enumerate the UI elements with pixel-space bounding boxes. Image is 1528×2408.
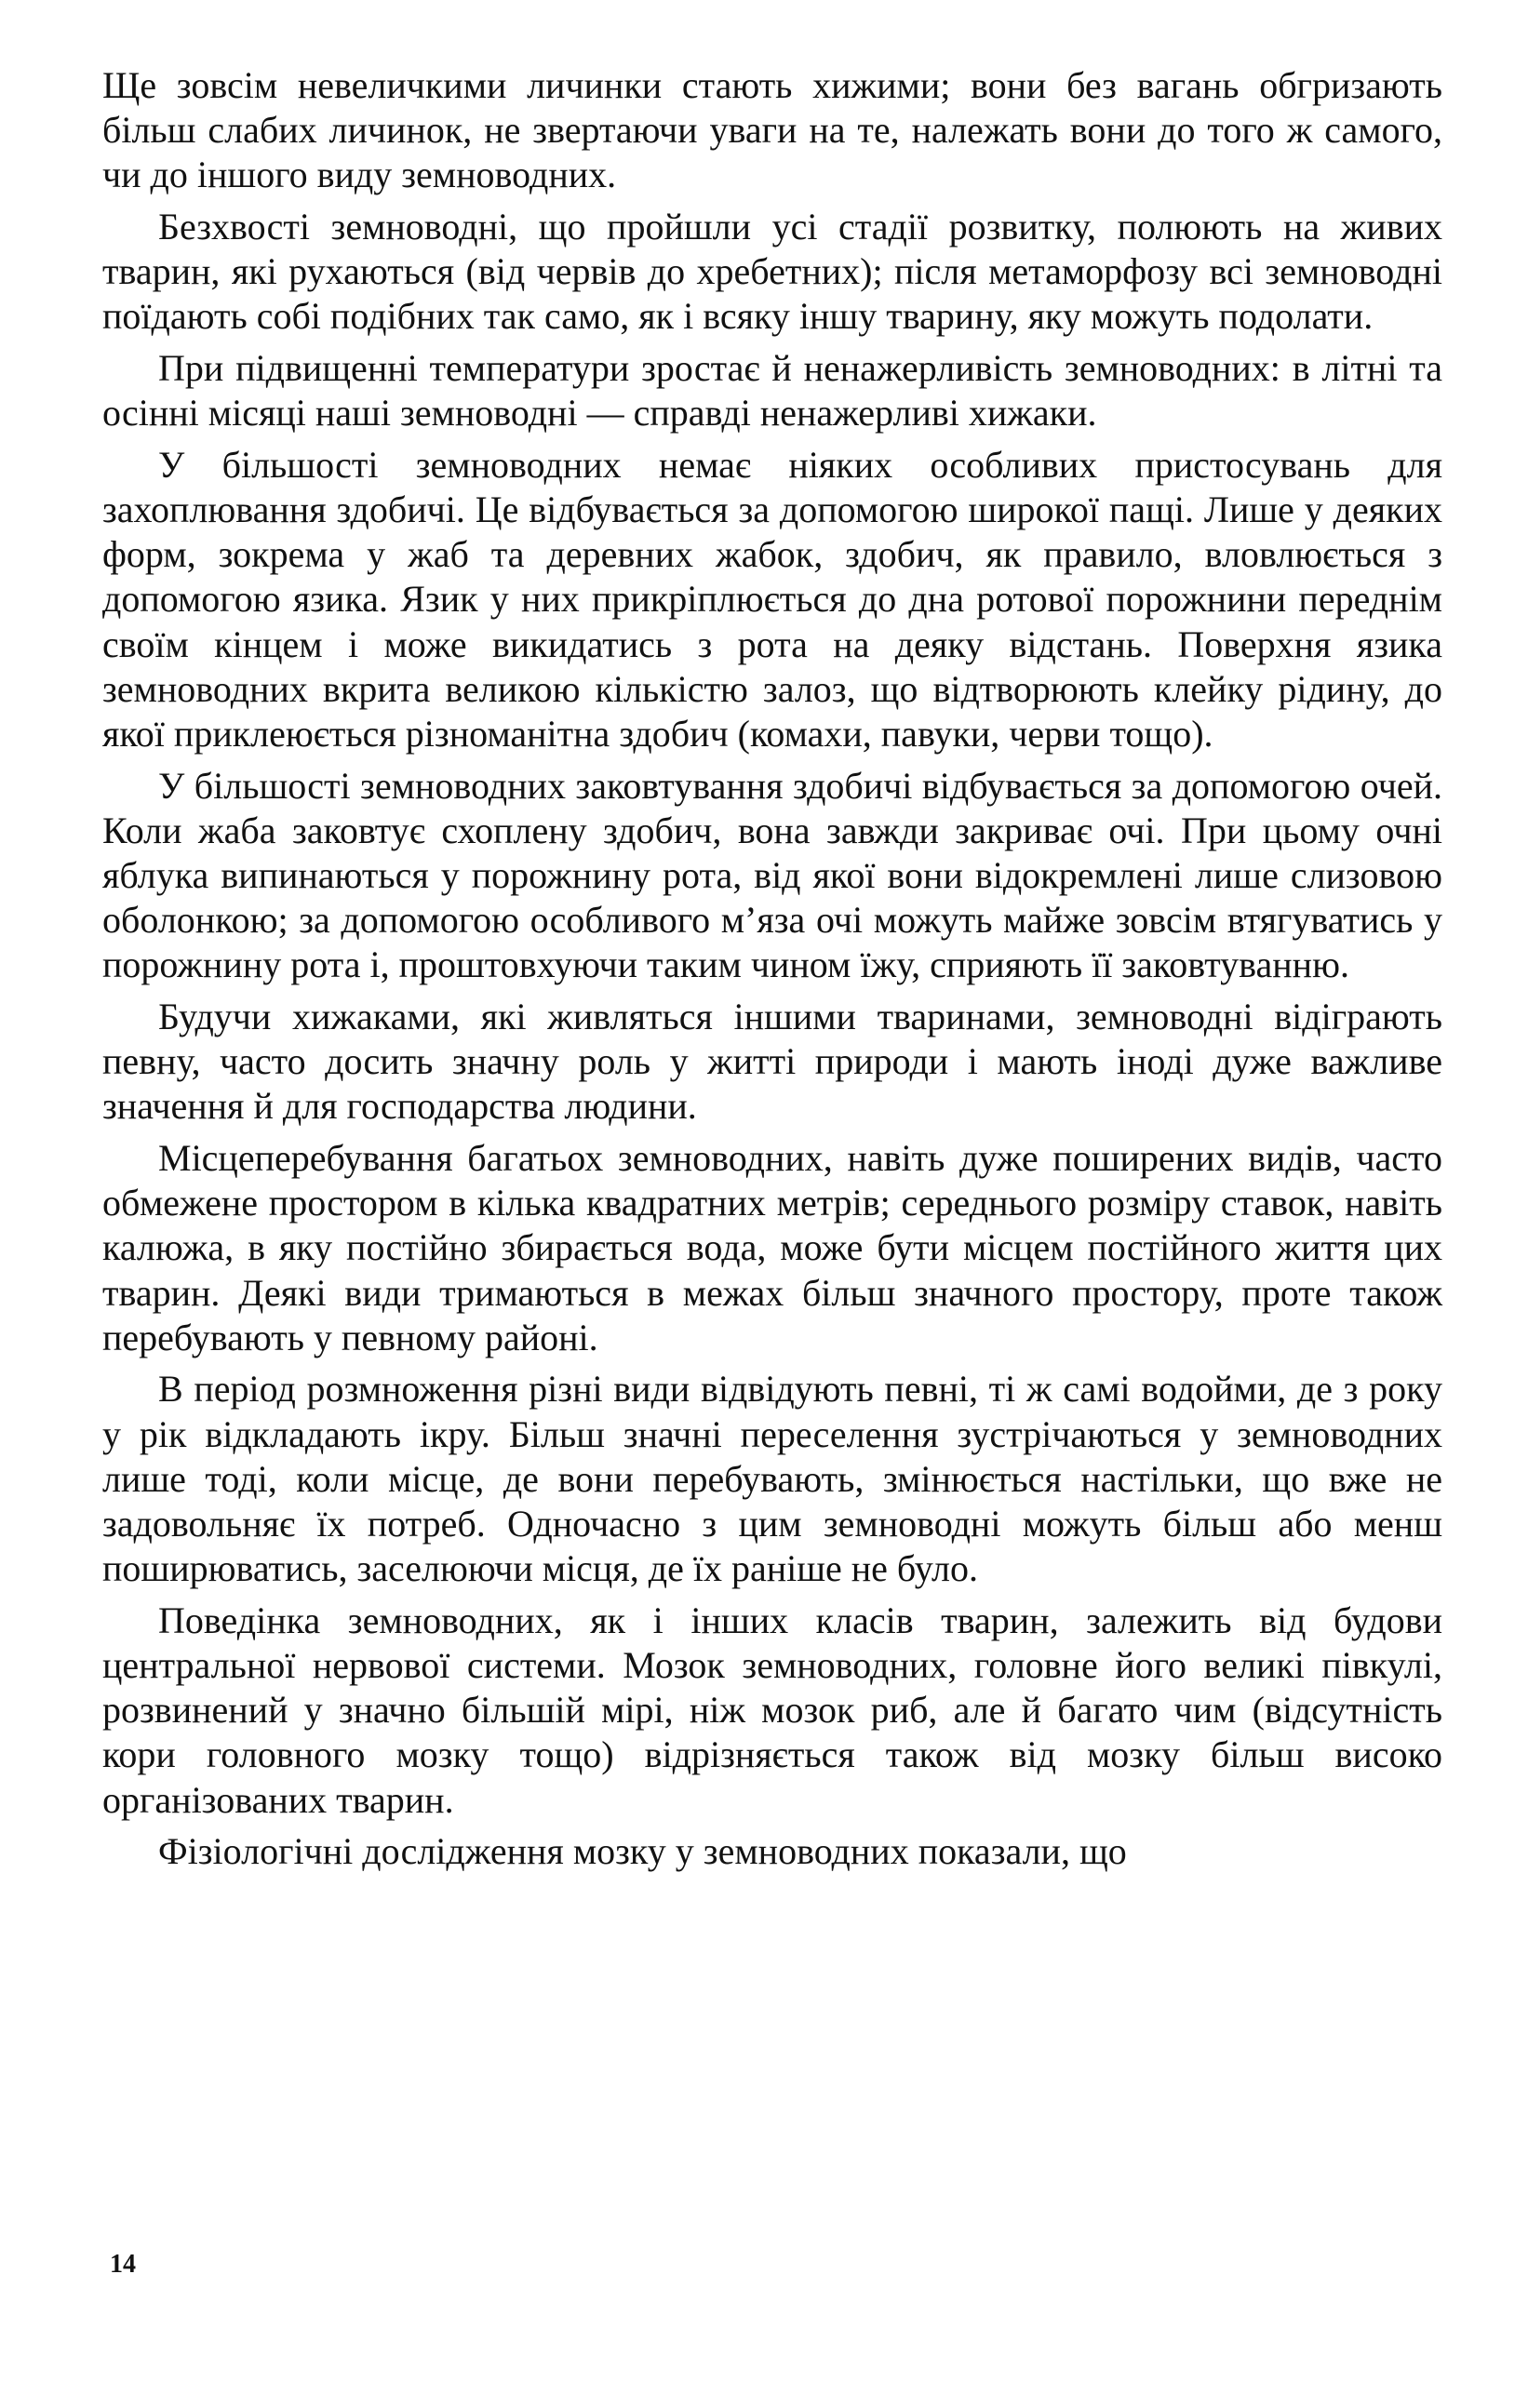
body-text bbox=[102, 63, 1442, 1874]
paragraph-4: У більшості земноводних немає ніяких особливих пристосувань для захоплювання здобичі. Це відбувається за допомогою широкої пащі. Лише у деяких форм, зокрема у жаб та деревних жабок, здобич, як правило, вловлюється з допомогою язика. Язик у них прикріплюється до дна ротової порожнини переднім своїм кінцем і може викидатись з рота на деяку відстань. Поверхня язика земноводних вкрита великою кількістю залоз, що відтворюють клейку рідину, до якої приклеюється різноманітна здобич (комахи, павуки, черви тощо). bbox=[102, 443, 1442, 756]
paragraph-9: Поведінка земноводних, як і інших класів тварин, залежить від будови центральної нервової системи. Мозок земноводних, головне його великі півкулі, розвинений у значно більшій мірі, ніж мозок риб, але й багато чим (відсутність кори головного мозку тощо) відрізняється також від мозку більш високо організованих тварин. bbox=[102, 1599, 1442, 1821]
paragraph-2: Безхвості земноводні, що пройшли усі стадії розвитку, полюють на живих тварин, які рухаються (від червів до хребетних); після метаморфозу всі земноводні поїдають собі подібних так само, як і всяку іншу тварину, яку можуть подолати. bbox=[102, 206, 1442, 338]
paragraph-3: При підвищенні температури зростає й ненажерливість земноводних: в літні та осінні місяці наші земноводні — справді ненажерливі хижаки. bbox=[102, 347, 1442, 435]
paragraph-10: Фізіологічні дослідження мозку у земноводних показали, що bbox=[158, 1830, 1127, 1873]
paragraph-1: Ще зовсім невеличкими личинки стають хижими; вони без вагань обгризають більш слабих личинок, не звертаючи уваги на те, належать вони до того ж самого, чи до іншого виду земноводних. bbox=[102, 64, 1442, 196]
paragraph-6: Будучи хижаками, які живляться іншими тваринами, земноводні відіграють певну, часто досить значну роль у житті природи і мають іноді дуже важливе значення й для господарства людини. bbox=[102, 996, 1442, 1128]
paragraph-7: Місцеперебування багатьох земноводних, навіть дуже поширених видів, часто обмежене простором в кілька квадратних метрів; середнього розміру ставок, навіть калюжа, в яку постійно збирається вода, може бути місцем постійного життя цих тварин. Деякі види тримаються в межах більш значного простору, проте також перебувають у певному районі. bbox=[102, 1137, 1442, 1358]
page-number: 14 bbox=[110, 2250, 136, 2279]
paragraph-8: В період розмноження різні види відвідують певні, ті ж самі водойми, де з року у рік відкладають ікру. Більш значні переселення зустрічаються у земноводних лише тоді, коли місце, де вони перебувають, змінюється настільки, що вже не задовольняє їх потреб. Одночасно з цим земноводні можуть більш або менш поширюватись, заселюючи місця, де їх раніше не було. bbox=[102, 1368, 1442, 1590]
paragraph-5: У більшості земноводних заковтування здобичі відбувається за допомогою очей. Коли жаба заковтує схоплену здобич, вона завжди закриває очі. При цьому очні яблука випинаються у порожнину рота, від якої вони відокремлені лише слизовою оболонкою; за допомогою особливого м’яза очі можуть майже зовсім втягуватись у порожнину рота і, проштовхуючи таким чином їжу, сприяють її заковтуванню. bbox=[102, 764, 1442, 986]
